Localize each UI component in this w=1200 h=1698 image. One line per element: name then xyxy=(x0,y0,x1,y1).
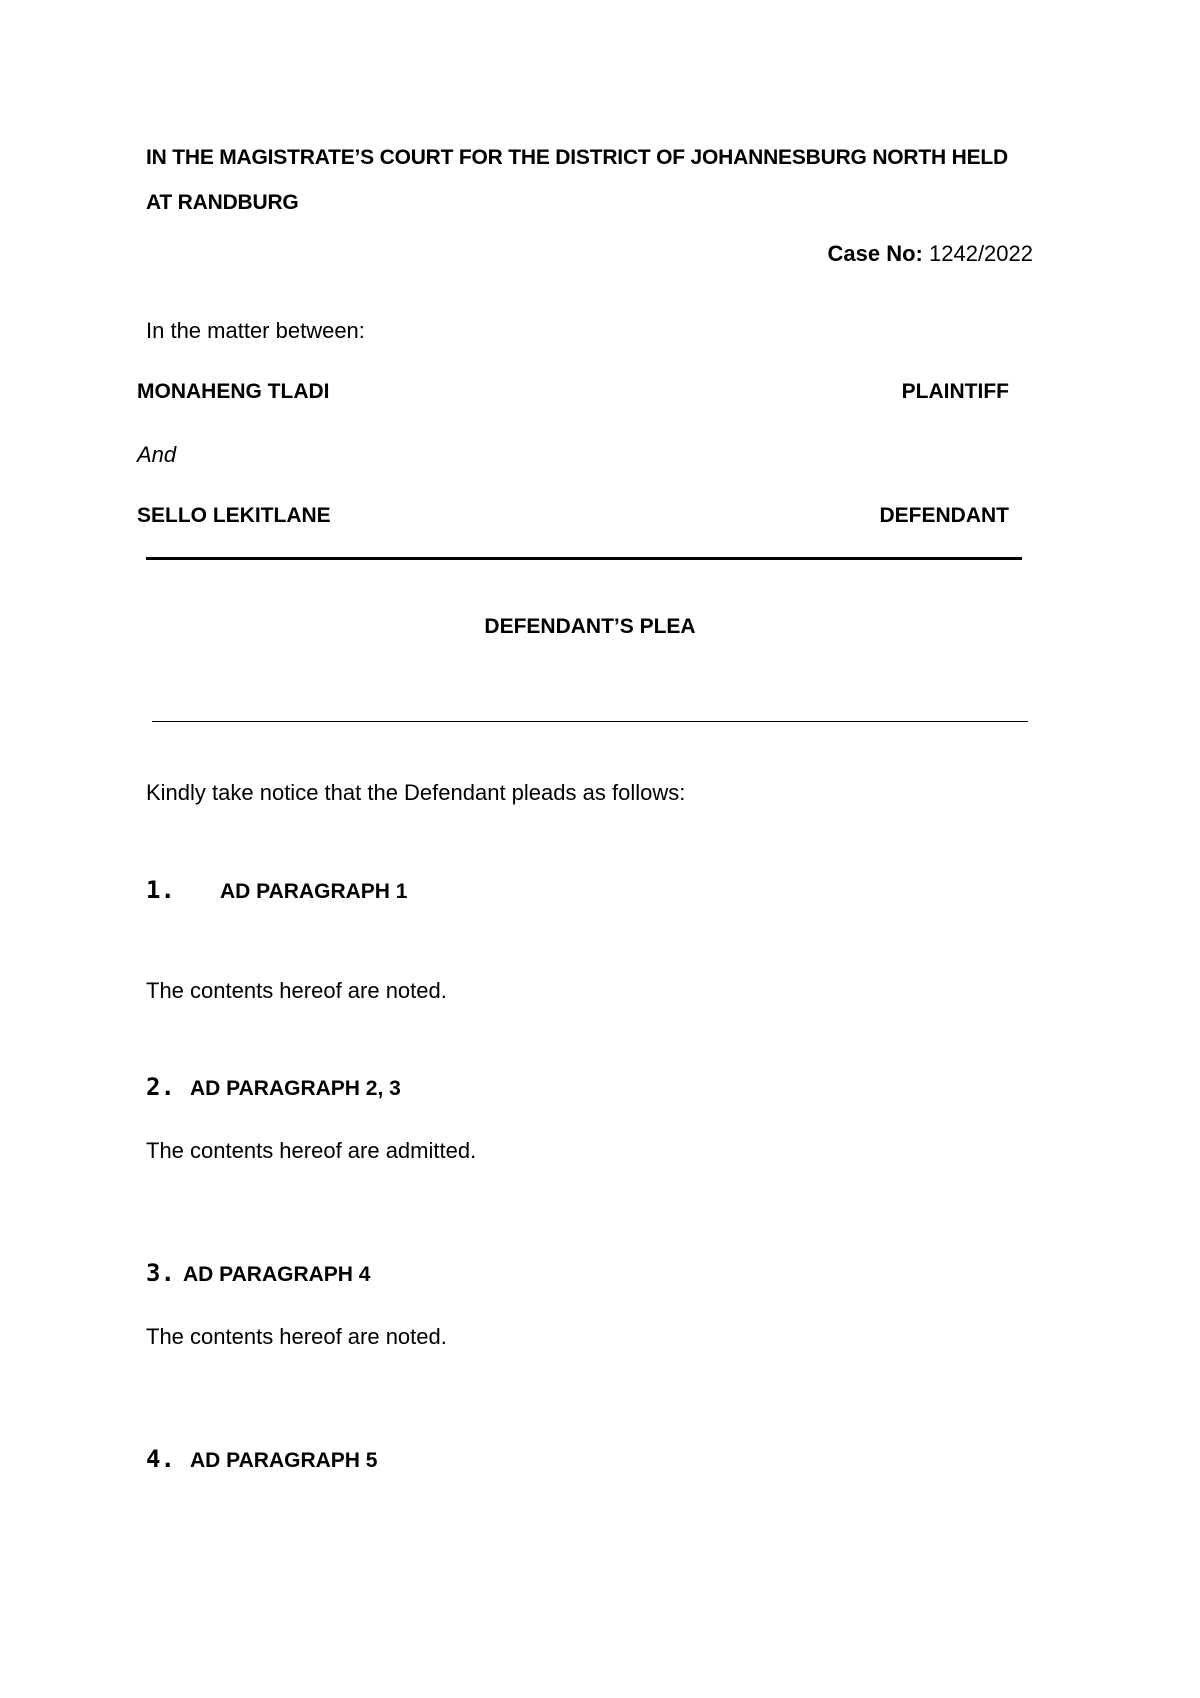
bottom-divider xyxy=(152,721,1028,722)
paragraph-heading: AD PARAGRAPH 5 xyxy=(190,1449,378,1472)
paragraph-heading: AD PARAGRAPH 4 xyxy=(183,1263,371,1286)
paragraph-text: The contents hereof are admitted. xyxy=(146,1138,477,1163)
paragraph-heading: AD PARAGRAPH 2, 3 xyxy=(190,1077,401,1100)
paragraph-number: 1. xyxy=(146,876,175,904)
paragraph-text: The contents hereof are noted. xyxy=(146,1324,447,1349)
paragraph-number: 3. xyxy=(146,1259,175,1287)
case-number-separator: : xyxy=(915,241,923,266)
plea-intro: Kindly take notice that the Defendant pleads as follows: xyxy=(146,780,686,805)
paragraph-number: 2. xyxy=(146,1073,175,1101)
defendant-name: SELLO LEKITLANE xyxy=(137,504,331,527)
plaintiff-role: PLAINTIFF xyxy=(901,380,1009,403)
matter-between-label: In the matter between: xyxy=(146,318,365,343)
case-number xyxy=(828,241,1034,267)
paragraph-number: 4. xyxy=(146,1445,175,1473)
top-divider xyxy=(146,557,1022,560)
case-number-label: Case No xyxy=(827,241,916,266)
court-heading-line-2: AT RANDBURG xyxy=(146,191,299,214)
paragraph-text: The contents hereof are noted. xyxy=(146,978,447,1003)
plaintiff-name: MONAHENG TLADI xyxy=(137,380,330,403)
defendant-role: DEFENDANT xyxy=(879,504,1009,527)
and-conjunction: And xyxy=(137,442,177,467)
document-title: DEFENDANT’S PLEA xyxy=(484,615,696,638)
court-heading-line-1: IN THE MAGISTRATE’S COURT FOR THE DISTRICT OF JOHANNESBURG NORTH HELD xyxy=(146,146,1008,169)
case-number-value: 1242/2022 xyxy=(929,241,1033,266)
paragraph-heading: AD PARAGRAPH 1 xyxy=(220,880,408,903)
